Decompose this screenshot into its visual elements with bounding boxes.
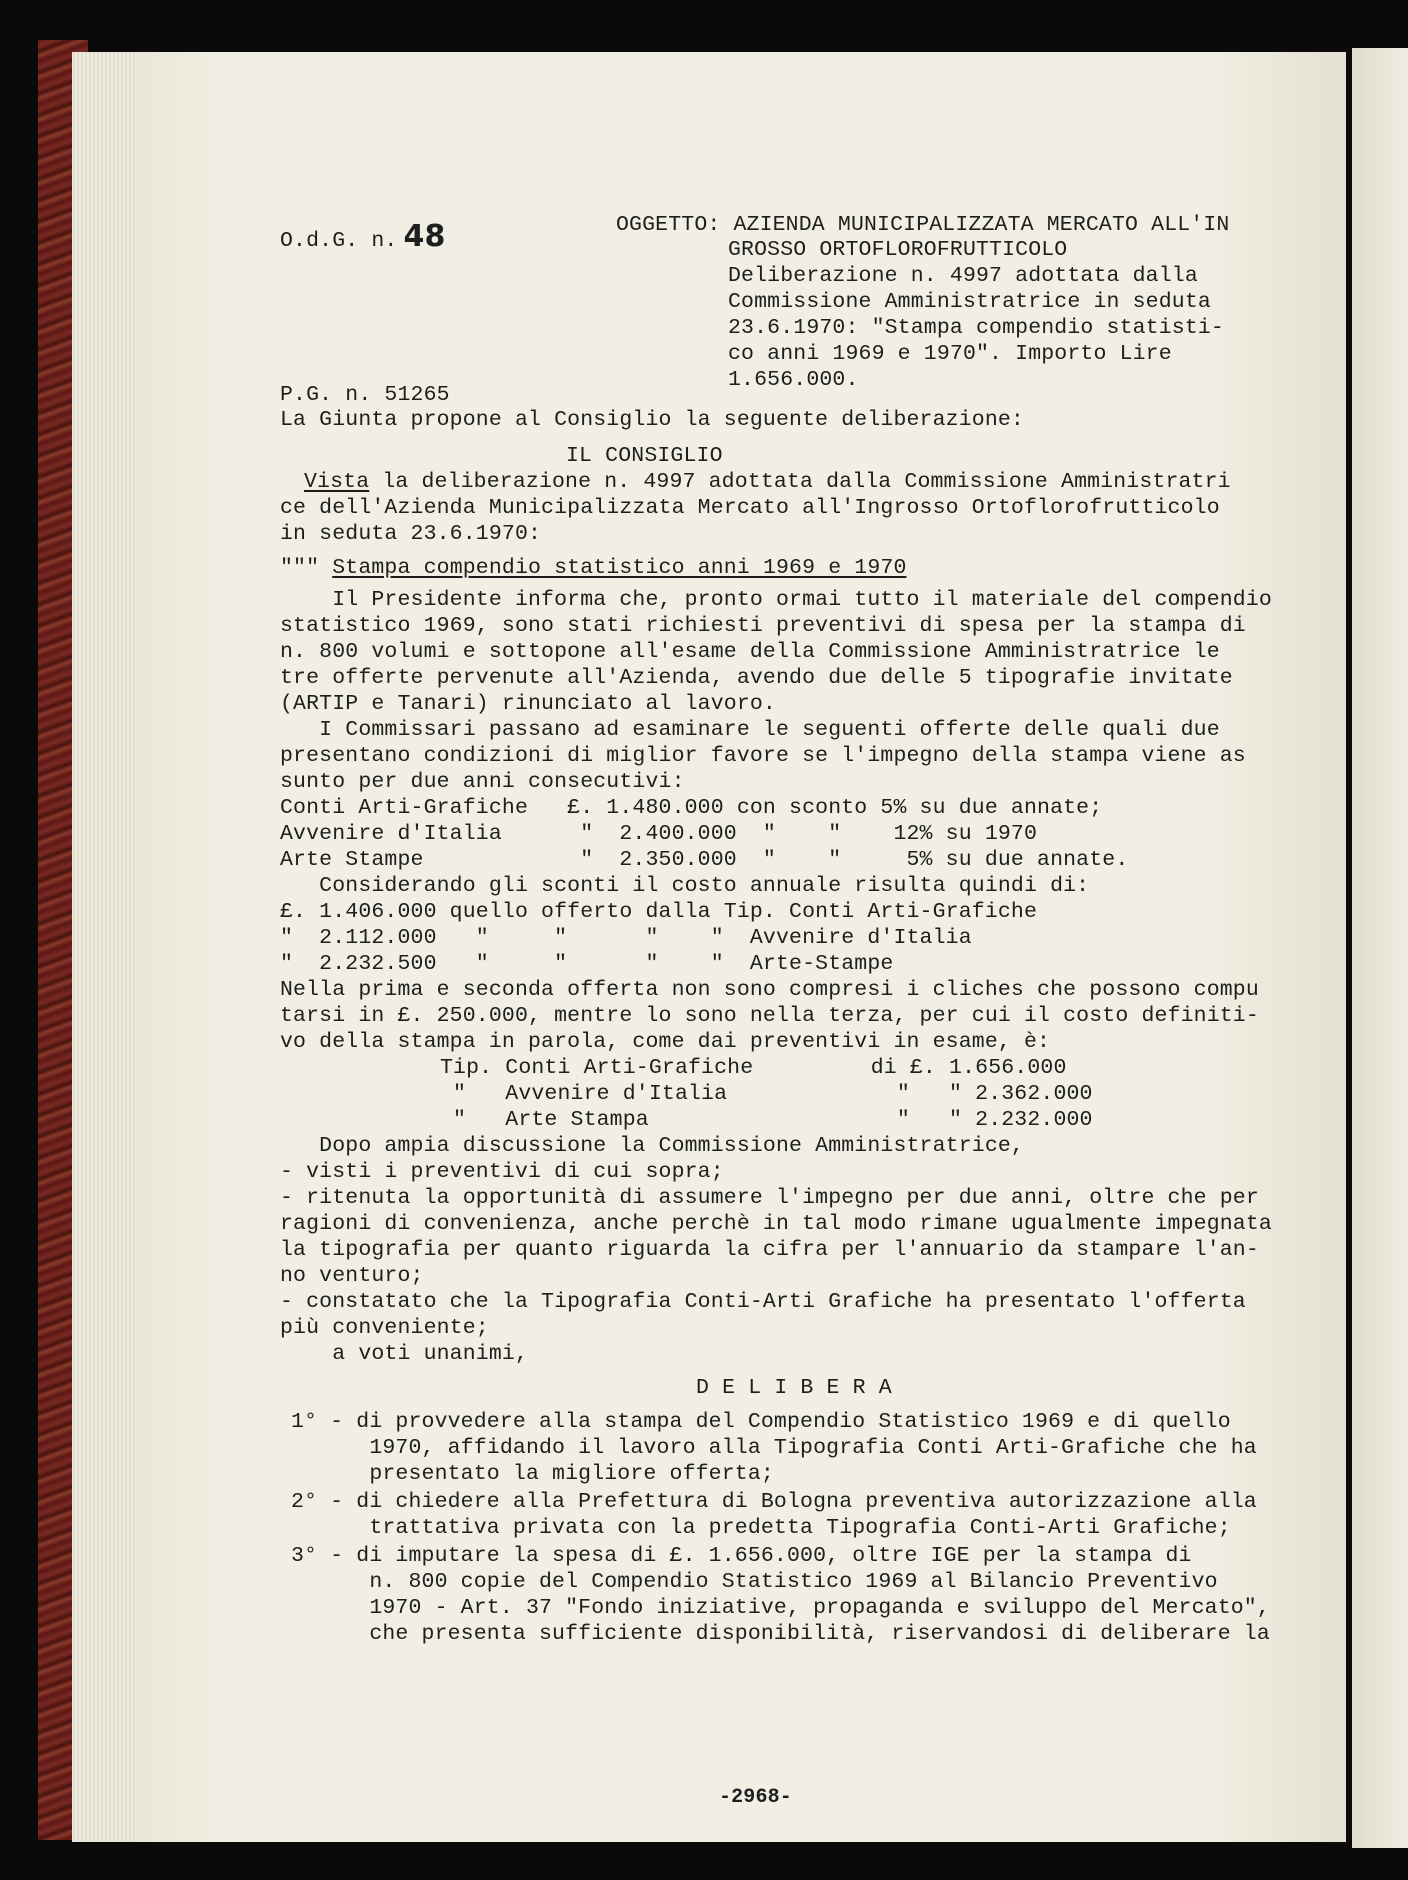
annual-cost-line-2: " 2.112.000 " " " " Avvenire d'Italia	[280, 926, 972, 950]
offer-line-1: Conti Arti-Grafiche £. 1.480.000 con sconto 5% su due annate;	[280, 796, 1103, 820]
odg-label: O.d.G. n.	[280, 229, 398, 253]
oggetto-line-6: co anni 1969 e 1970". Importo Lire	[728, 342, 1172, 366]
final-cost-line-2: " Avvenire d'Italia " " 2.362.000	[440, 1082, 1093, 1106]
discussione-line-7: - constatato che la Tipografia Conti-Arti Grafiche ha presentato l'offerta	[280, 1290, 1246, 1314]
delibera-line-8: 1970 - Art. 37 "Fondo iniziative, propaganda e sviluppo del Mercato",	[291, 1596, 1270, 1620]
quoted-title-text: Stampa compendio statistico anni 1969 e 1970	[332, 556, 907, 580]
presidente-line-2: statistico 1969, sono stati richiesti preventivi di spesa per la stampa di	[280, 614, 1246, 638]
discussione-line-1: Dopo ampia discussione la Commissione Amministratrice,	[280, 1134, 1024, 1158]
commissari-line-3: sunto per due anni consecutivi:	[280, 770, 685, 794]
annual-cost-line-1: £. 1.406.000 quello offerto dalla Tip. Conti Arti-Grafiche	[280, 900, 1038, 924]
offer-line-2: Avvenire d'Italia " 2.400.000 " " 12% su 1970	[280, 822, 1038, 846]
oggetto-line-3: Deliberazione n. 4997 adottata dalla	[728, 264, 1198, 288]
offer-line-3: Arte Stampe " 2.350.000 " " 5% su due annate.	[280, 848, 1129, 872]
discussione-line-3: - ritenuta la opportunità di assumere l'impegno per due anni, oltre che per	[280, 1186, 1259, 1210]
quoted-title-prefix: """	[280, 556, 333, 580]
pg-reference: P.G. n. 51265	[280, 383, 450, 407]
delibera-line-3: presentato la migliore offerta;	[291, 1462, 774, 1486]
presidente-line-3: n. 800 volumi e sottopone all'esame della Commissione Amministratrice le	[280, 640, 1220, 664]
discussione-line-8: più conveniente;	[280, 1316, 489, 1340]
delibera-line-7: n. 800 copie del Compendio Statistico 1969 al Bilancio Preventivo	[291, 1570, 1218, 1594]
delibera-line-4: 2° - di chiedere alla Prefettura di Bologna preventiva autorizzazione alla	[291, 1490, 1257, 1514]
oggetto-line-7: 1.656.000.	[728, 368, 859, 392]
delibera-line-6: 3° - di imputare la spesa di £. 1.656.000, oltre IGE per la stampa di	[291, 1544, 1192, 1568]
annual-cost-line-3: " 2.232.500 " " " " Arte-Stampe	[280, 952, 894, 976]
document-page	[136, 52, 1346, 1842]
final-cost-line-1: Tip. Conti Arti-Grafiche di £. 1.656.000	[440, 1056, 1067, 1080]
cliches-line-3: vo della stampa in parola, come dai preventivi in esame, è:	[280, 1030, 1051, 1054]
oggetto-line-5: 23.6.1970: "Stampa compendio statisti-	[728, 316, 1224, 340]
commissari-line-2: presentano condizioni di miglior favore se l'impegno della stampa viene as	[280, 744, 1246, 768]
discussione-line-2: - visti i preventivi di cui sopra;	[280, 1160, 724, 1184]
presidente-line-5: (ARTIP e Tanari) rinunciato al lavoro.	[280, 692, 776, 716]
page-number: -2968-	[719, 1786, 792, 1809]
oggetto-line-1: OGGETTO: AZIENDA MUNICIPALIZZATA MERCATO ALL'IN	[616, 213, 1230, 237]
commissari-line-1: I Commissari passano ad esaminare le seguenti offerte delle quali due	[280, 718, 1220, 742]
vista-line-2: ce dell'Azienda Municipalizzata Mercato all'Ingrosso Ortoflorofrutticolo	[280, 496, 1220, 520]
delibera-title: D E L I B E R A	[696, 1376, 892, 1400]
vista-line-3: in seduta 23.6.1970:	[280, 522, 542, 546]
quoted-title	[280, 555, 907, 581]
oggetto-line-2: GROSSO ORTOFLOROFRUTTICOLO	[728, 238, 1068, 262]
delibera-line-5: trattativa privata con la predetta Tipografia Conti-Arti Grafiche;	[291, 1516, 1231, 1540]
discussione-line-6: no venturo;	[280, 1264, 424, 1288]
considerando-line: Considerando gli sconti il costo annuale risulta quindi di:	[280, 874, 1090, 898]
discussione-line-9: a voti unanimi,	[280, 1342, 528, 1366]
odg-number: 48	[403, 219, 446, 254]
intro-line: La Giunta propone al Consiglio la seguente deliberazione:	[280, 408, 1024, 432]
vista-line-1	[304, 469, 1231, 495]
delibera-line-1: 1° - di provvedere alla stampa del Compendio Statistico 1969 e di quello	[291, 1410, 1231, 1434]
delibera-line-9: che presenta sufficiente disponibilità, riservandosi di deliberare la	[291, 1622, 1270, 1646]
vista-keyword: Vista	[304, 470, 370, 494]
adjacent-page-edge	[1352, 48, 1408, 1848]
final-cost-line-3: " Arte Stampa " " 2.232.000	[440, 1108, 1093, 1132]
cliches-line-1: Nella prima e seconda offerta non sono compresi i cliches che possono compu	[280, 978, 1259, 1002]
oggetto-line-4: Commissione Amministratrice in seduta	[728, 290, 1211, 314]
delibera-line-2: 1970, affidando il lavoro alla Tipografia Conti Arti-Grafiche che ha	[291, 1436, 1257, 1460]
vista-line-1-text: la deliberazione n. 4997 adottata dalla Commissione Amministratri	[369, 470, 1231, 494]
presidente-line-1: Il Presidente informa che, pronto ormai tutto il materiale del compendio	[280, 588, 1272, 612]
cliches-line-2: tarsi in £. 250.000, mentre lo sono nella terza, per cui il costo definiti-	[280, 1004, 1259, 1028]
discussione-line-4: ragioni di convenienza, anche perchè in tal modo rimane ugualmente impegnata	[280, 1212, 1272, 1236]
odg-line	[280, 219, 446, 254]
presidente-line-4: tre offerte pervenute all'Azienda, avendo due delle 5 tipografie invitate	[280, 666, 1233, 690]
discussione-line-5: la tipografia per quanto riguarda la cifra per l'annuario da stampare l'an-	[280, 1238, 1259, 1262]
consiglio-title: IL CONSIGLIO	[566, 444, 723, 468]
